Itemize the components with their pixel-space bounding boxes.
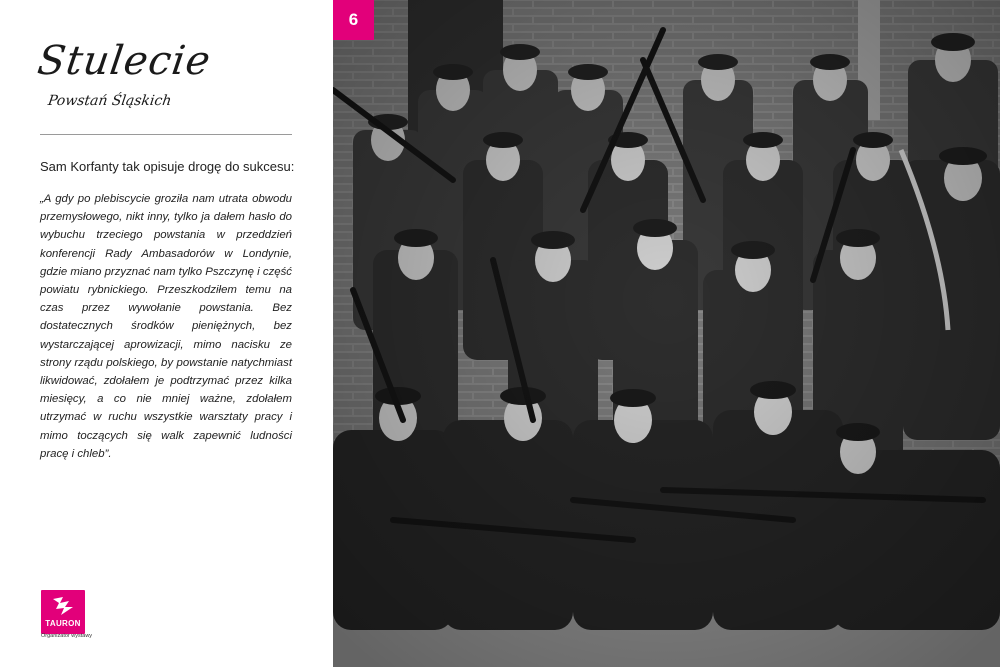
brand-name: TAURON (45, 619, 81, 628)
logo-title: Stulecie (34, 38, 214, 84)
page-number-badge: 6 (333, 0, 374, 40)
stulecie-logo (34, 38, 218, 118)
historical-group-photo (333, 0, 1000, 667)
tauron-logo-box (41, 590, 85, 634)
brand-caption: Organizator wystawy (41, 633, 93, 639)
intro-text: Sam Korfanty tak opisuje drogę do sukcesu: (40, 159, 295, 174)
photo-illustration (333, 0, 1000, 667)
tauron-star-icon (49, 595, 77, 617)
quote-text: „A gdy po plebiscycie groziła nam utrata obwodu przemysłowego, nikt inny, tylko ja dałem hasło do wybuchu trzeciego powstania w przeddzień konferencji Rady Ambasadorów w Londynie, gdzie miano przyznać nam tylko Pszczynę i część powiatu rybnickiego. Przeszkodziłem temu na czas przez wywołanie powstania. Bez dostatecznych środków pieniężnych, bez wystarczającej aprowizacji, mimo nacisku ze strony rządu polskiego, by powstanie natychmiast likwidować, zdołałem je podtrzymać przez kilka miesięcy, a co nie mniej ważne, zdołałem utrzymać w ruchu wszystkie warsztaty pracy i mimo toczących się walk zapewnić ludności pracę i chleb”. (40, 193, 292, 460)
text-panel (0, 0, 333, 667)
logo-subtitle: Powstań Śląskich (46, 93, 173, 109)
divider (40, 134, 292, 135)
